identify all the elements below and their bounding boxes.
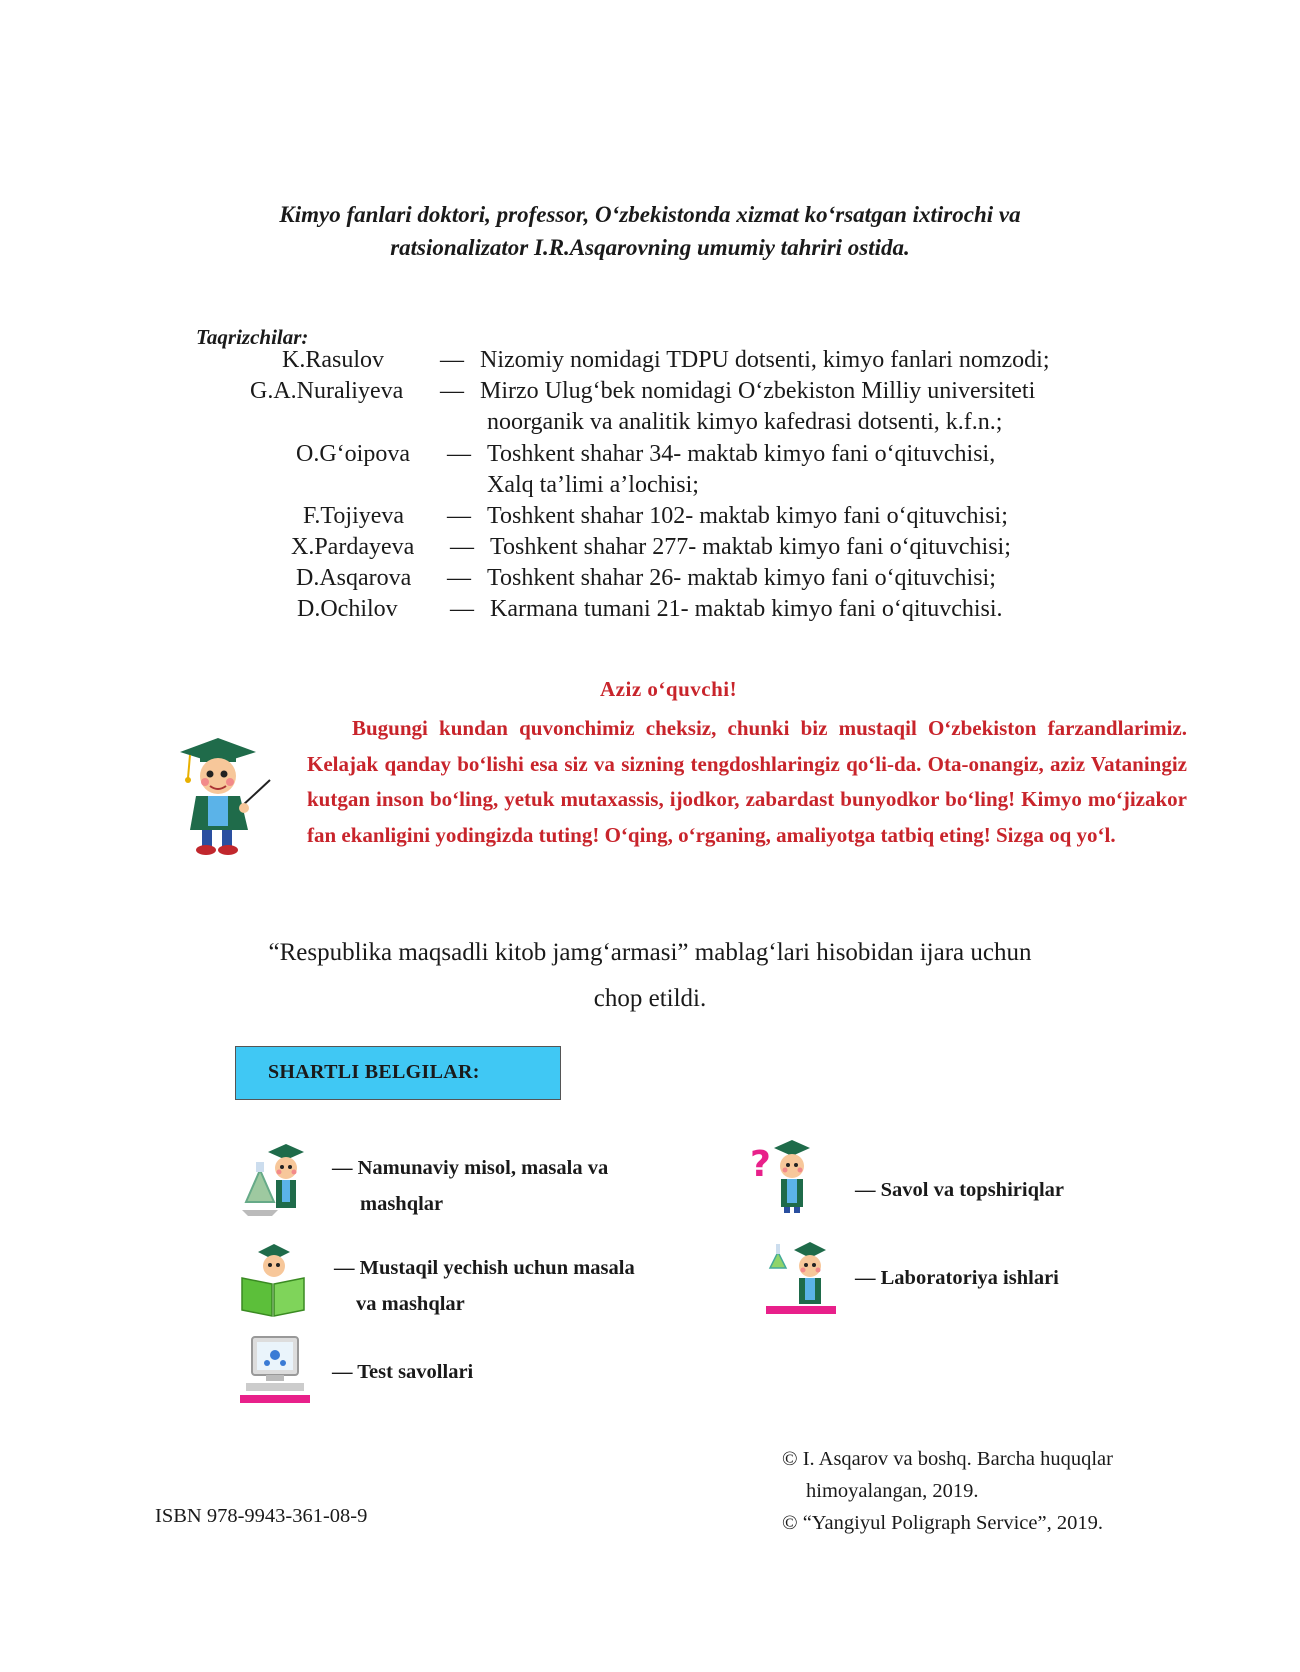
reviewer-desc: Mirzo Ulug‘bek nomidagi O‘zbekiston Milliy universiteti — [480, 378, 1036, 404]
reviewer-desc: Toshkent shahar 102- maktab kimyo fani o‘qituvchisi; — [487, 503, 1008, 529]
funding-line-2: chop etildi. — [593, 985, 707, 1012]
lab-flask-icon — [766, 1238, 836, 1316]
editor-note-line-1: Kimyo fanlari doktori, professor, O‘zbekistonda xizmat ko‘rsatgan ixtirochi va — [279, 202, 1021, 227]
legend-item-text: — Namunaviy misol, masala va — [332, 1157, 609, 1179]
legend-item-text: — Mustaqil yechish uchun masala — [334, 1257, 635, 1279]
question-icon — [748, 1136, 818, 1214]
legend-header-box — [235, 1046, 561, 1100]
book-icon — [238, 1240, 308, 1318]
reviewer-dash: — — [440, 378, 464, 404]
reviewer-dash: — — [447, 565, 471, 591]
legend-item-examples — [332, 1150, 608, 1222]
legend-item-independent — [334, 1250, 635, 1322]
reviewer-dash: — — [450, 596, 474, 622]
greeting-body: Bugungi kundan quvonchimiz cheksiz, chunki biz mustaqil O‘zbekiston farzandlarimiz. Kelajak qanday bo‘lishi esa siz va sizning tengdoshlaringiz qo‘li-da. Ota-onangiz, aziz Vataningiz kutgan inson bo‘ling, yetuk mutaxassis, ijodkor, zabardast bunyodkor bo‘ling! Kimyo mo‘jizakor fan ekanligini yodingizda tuting! O‘qing, o‘rganing, amaliyotga tatbiq eting! Sizga oq yo‘l. — [307, 716, 1187, 847]
legend-item-lab — [855, 1260, 1059, 1296]
reviewer-name: K.Rasulov — [282, 347, 384, 373]
legend-item-text: — Test savollari — [332, 1361, 474, 1383]
reviewers-title: Taqrizchilar: — [196, 325, 309, 349]
legend-item-text: — Savol va topshiriqlar — [855, 1179, 1065, 1201]
reviewer-desc: Toshkent shahar 277- maktab kimyo fani o‘qituvchisi; — [490, 534, 1011, 560]
editor-note-line-2: ratsionalizator I.R.Asqarovning umumiy tahriri ostida. — [390, 235, 910, 260]
copyright-line-3: © “Yangiyul Poligraph Service”, 2019. — [782, 1512, 1103, 1534]
reviewer-desc: Karmana tumani 21- maktab kimyo fani o‘qituvchisi. — [490, 596, 1003, 622]
reviewer-name: G.A.Nuraliyeva — [250, 378, 404, 404]
reviewer-name: X.Pardayeva — [291, 534, 415, 560]
reviewer-desc: Xalq ta’limi a’lochisi; — [487, 472, 699, 498]
reviewer-name: D.Ochilov — [297, 596, 398, 622]
legend-item-questions — [855, 1172, 1064, 1208]
reviewer-name: O.G‘oipova — [296, 441, 410, 467]
reviewer-desc: Toshkent shahar 26- maktab kimyo fani o‘qituvchisi; — [487, 565, 996, 591]
reviewer-name: D.Asqarova — [296, 565, 412, 591]
copyright-line-2: himoyalangan, 2019. — [806, 1480, 979, 1502]
copyright-block — [782, 1443, 1113, 1539]
reviewer-dash: — — [447, 503, 471, 529]
reviewer-desc: noorganik va analitik kimyo kafedrasi dotsenti, k.f.n.; — [487, 409, 1003, 435]
legend-item-text: mashqlar — [360, 1193, 444, 1215]
isbn: ISBN 978-9943-361-08-9 — [155, 1505, 368, 1527]
legend-item-test — [332, 1354, 473, 1390]
legend-title: SHARTLI BELGILAR: — [268, 1061, 480, 1083]
greeting-title: Aziz o‘quvchi! — [600, 677, 738, 701]
legend-item-text: va mashqlar — [356, 1293, 465, 1315]
reviewer-dash: — — [450, 534, 474, 560]
funding-line-1: “Respublika maqsadli kitob jamg‘armasi” mablag‘lari hisobidan ijara uchun — [268, 939, 1032, 966]
copyright-line-1: © I. Asqarov va boshq. Barcha huquqlar — [782, 1448, 1113, 1470]
computer-icon — [240, 1333, 310, 1411]
reviewer-name: F.Tojiyeva — [303, 503, 405, 529]
legend-item-text: — Laboratoriya ishlari — [855, 1267, 1059, 1289]
reviewer-dash: — — [447, 441, 471, 467]
reviewer-desc: Nizomiy nomidagi TDPU dotsenti, kimyo fanlari nomzodi; — [480, 347, 1050, 373]
reviewer-desc: Toshkent shahar 34- maktab kimyo fani o‘qituvchisi, — [487, 441, 996, 467]
svg-text:?: ? — [750, 1144, 771, 1185]
reviewer-dash: — — [440, 347, 464, 373]
flask-example-icon — [238, 1140, 308, 1218]
graduate-mascot-icon — [170, 730, 290, 860]
funding-note — [200, 930, 1100, 1022]
reviewers-list — [0, 0, 1300, 640]
